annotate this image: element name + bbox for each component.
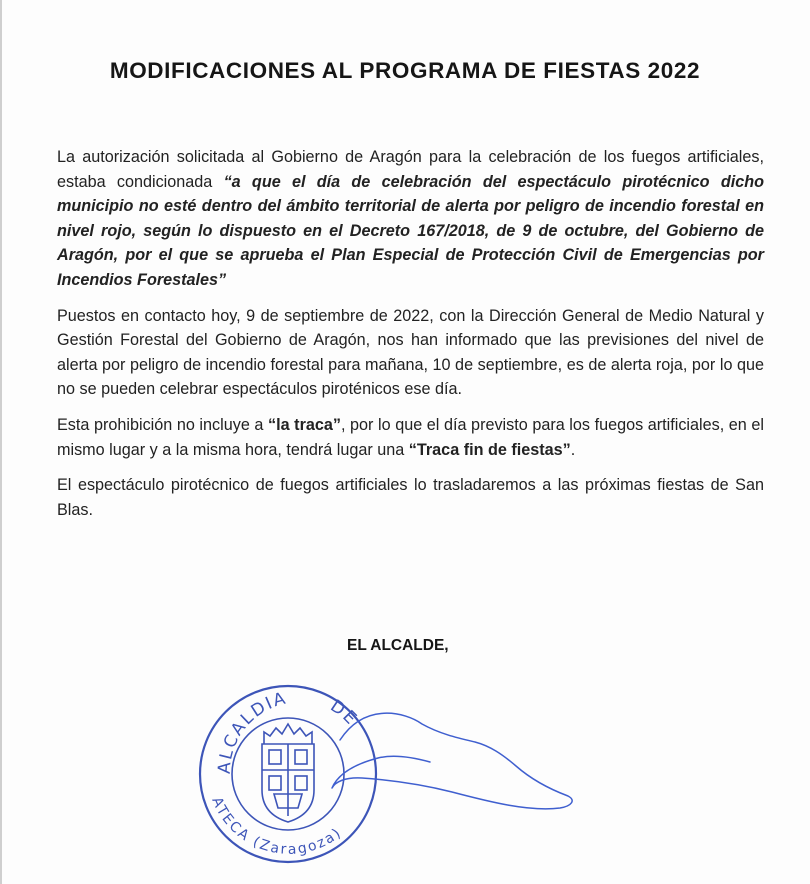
signoff-mayor: EL ALCALDE,: [347, 637, 449, 654]
paragraph-alert-info: Puestos en contacto hoy, 9 de septiembre de 2022, con la Dirección General de Medio Natural y Gestión Forestal del Gobierno de Aragón, nos han informado que las previsiones del nivel de alerta por peligro de incendio forestal para mañana, 10 de septiembre, es de alerta roja, por lo que no se pueden celebrar espectáculos piroténicos ese día.: [57, 306, 764, 399]
coat-of-arms-icon: [262, 724, 314, 822]
traca-text-a: Esta prohibición no incluye a: [57, 415, 268, 434]
traca-text-e: .: [570, 440, 576, 459]
traca-text-c: , por lo que el día previsto para los fuegos artificiales, en el mismo lugar y a la misma hora, tendrá lugar una: [57, 415, 764, 459]
svg-text:ALCALDIA: ALCALDIA: [214, 688, 290, 775]
paragraph-traca: [57, 413, 764, 462]
paragraph-authorization: [57, 145, 764, 293]
handwritten-signature: [332, 713, 572, 809]
traca-highlight: “la traca”: [268, 415, 341, 434]
paragraph-postponement: El espectáculo pirotécnico de fuegos artificiales lo trasladaremos a las próximas fiestas de San Blas.: [57, 476, 764, 519]
document-title: MODIFICACIONES AL PROGRAMA DE FIESTAS 2022: [109, 58, 701, 83]
svg-text:ATECA (Zaragoza): ATECA (Zaragoza): [208, 794, 346, 858]
traca-fin-fiestas-highlight: “Traca fin de fiestas”: [408, 440, 571, 459]
paragraph-authorization-intro: La autorización solicitada al Gobierno de Aragón para la celebración de los fuegos artificiales, estaba condicionada: [57, 148, 764, 191]
svg-text:DE: DE: [326, 696, 362, 730]
stamp-lettering: [208, 688, 361, 858]
document-body: [57, 145, 764, 533]
official-stamp-and-signature: [190, 662, 590, 884]
decree-quote: “a que el día de celebración del espectáculo pirotécnico dicho municipio no esté dentro del ámbito territorial de alerta por peligro de incendio forestal en nivel rojo, según lo dispuesto en el Decreto 167/2018, de 9 de octubre, del Gobierno de Aragón, por el que se aprueba el Plan Especial de Protección Civil de Emergencias por Incendios Forestales”: [57, 172, 765, 289]
